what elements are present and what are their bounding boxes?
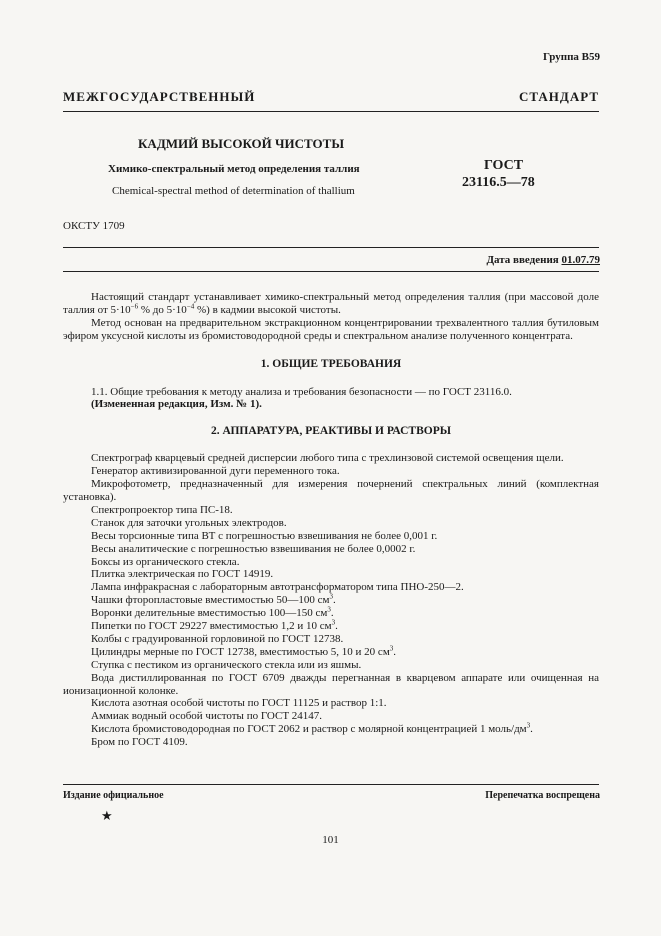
section-1-note: (Измененная редакция, Изм. № 1).: [91, 398, 262, 411]
list-item: Аммиак водный особой чистоты по ГОСТ 24147.: [91, 710, 323, 723]
list-item: Микрофотометр, предназначенный для измерения почернений спектральных линий (комплектная установка).: [63, 478, 599, 503]
subtitle-russian: Химико-спектральный метод определения таллия: [108, 163, 360, 175]
okstu-code: ОКСТУ 1709: [63, 220, 125, 232]
document-title: КАДМИЙ ВЫСОКОЙ ЧИСТОТЫ: [138, 136, 345, 151]
list-item: Весы аналитические с погрешностью взвешивания не более 0,0002 г.: [91, 542, 416, 555]
list-item: Колбы с градуированной горловиной по ГОСТ 12738.: [91, 632, 344, 645]
list-item: Генератор активизированной дуги переменного тока.: [91, 465, 340, 478]
list-item: Боксы из органического стекла.: [91, 555, 240, 568]
date-label: Дата введения: [486, 254, 562, 266]
section-1-paragraph: 1.1. Общие требования к методу анализа и требования безопасности — по ГОСТ 23116.0.: [91, 385, 512, 398]
subtitle-english: Chemical-spectral method of determination of thallium: [112, 185, 355, 197]
list-item: Кислота бромистоводородная по ГОСТ 2062 и раствор с молярной концентрацией 1 моль/$дм^3$.: [91, 721, 533, 736]
page-number: 101: [322, 834, 339, 846]
list-item: Воронки делительные вместимостью 100—150 $см^3$.: [91, 605, 334, 620]
list-item: Кислота азотная особой чистоты по ГОСТ 11125 и раствор 1:1.: [91, 697, 387, 710]
list-item: Вода дистиллированная по ГОСТ 6709 дважды перегнанная в кварцевом аппарате или очищенная на ионизационной колонке.: [63, 671, 599, 697]
document-body: [63, 291, 599, 749]
header-rule: [63, 111, 599, 112]
list-item: Плитка электрическая по ГОСТ 14919.: [91, 568, 274, 581]
list-item: Лампа инфракрасная с лабораторным автотрансформатором типа ПНО-250—2.: [91, 581, 464, 594]
star-icon: ★: [101, 808, 113, 823]
list-item: Ступка с пестиком из органического стекла или из яшмы.: [91, 658, 362, 671]
list-item: Чашки фторопластовые вместимостью 50—100 $см^3$.: [91, 592, 336, 607]
intro-paragraph-2: Метод основан на предварительном экстракционном концентрировании трехвалентного таллия бутиловым эфиром уксусной кислоты из бромистоводородной среды и спектральном анализе полученного концентрата.: [63, 316, 599, 342]
standard-banner: МЕЖГОСУДАРСТВЕННЫЙ СТАНДАРТ: [63, 89, 599, 104]
list-item: Пипетки по ГОСТ 29227 вместимостью 1,2 и 10 $см^3$.: [91, 618, 338, 633]
date-value: 01.07.79: [561, 254, 600, 266]
gost-label: ГОСТ: [484, 158, 524, 173]
list-item: Спектропроектор типа ПС-18.: [91, 503, 233, 516]
group-code: Группа В59: [542, 51, 600, 63]
list-item: Станок для заточки угольных электродов.: [91, 516, 287, 529]
official-edition-note: Издание официальное: [63, 790, 164, 801]
footer-rule: [63, 784, 599, 785]
date-rule: [63, 271, 599, 272]
list-item: Весы торсионные типа ВТ с погрешностью взвешивания не более 0,001 г.: [91, 529, 438, 542]
effective-date: [486, 254, 600, 266]
title-rule: [63, 247, 599, 248]
gost-number: 23116.5—78: [462, 175, 535, 190]
reprint-prohibited-note: Перепечатка воспрещена: [485, 790, 600, 801]
list-item: Бром по ГОСТ 4109.: [91, 736, 188, 749]
section-2-heading: 2. АППАРАТУРА, РЕАКТИВЫ И РАСТВОРЫ: [210, 425, 452, 438]
section-1-heading: 1. ОБЩИЕ ТРЕБОВАНИЯ: [260, 357, 402, 370]
list-item: Спектрограф кварцевый средней дисперсии любого типа с трехлинзовой системой освещения щели.: [91, 452, 564, 465]
list-item: Цилиндры мерные по ГОСТ 12738, вместимостью 5, 10 и 20 $см^3$.: [91, 644, 397, 658]
intro-paragraph-1: Настоящий стандарт устанавливает химико-спектральный метод определения таллия (при массовой доле таллия от $5\cdot 10^{-6}$ % до $5\cdot 10^{-4}$ %) в кадмии высокой чистоты.: [63, 291, 599, 316]
